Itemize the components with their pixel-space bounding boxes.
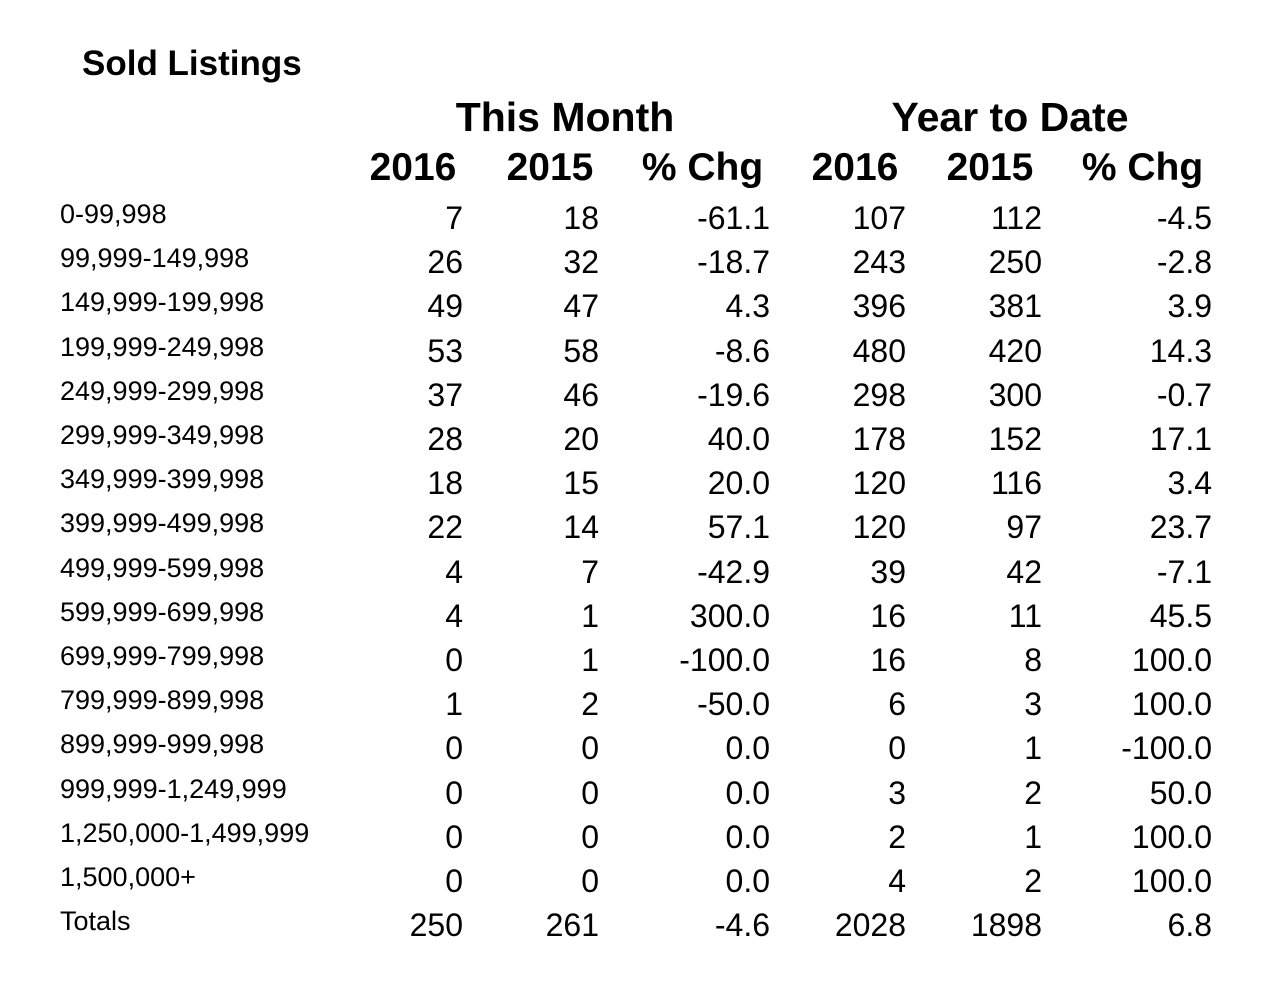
cell-ytd-2016: 3 (888, 775, 906, 811)
cell-ytd-2015: 42 (1006, 554, 1042, 590)
cell-month-2016: 0 (445, 642, 463, 678)
col-header-month-pct-chg: % Chg (641, 146, 764, 189)
cell-month-pct-chg: -4.6 (714, 907, 770, 943)
cell-month-2015: 1 (581, 642, 599, 678)
row-label: 149,999-199,998 (60, 287, 265, 317)
cell-ytd-2016: 120 (852, 465, 906, 501)
table-row (0, 861, 1272, 905)
row-label: 399,999-499,998 (60, 508, 265, 538)
table-row (0, 463, 1272, 507)
cell-ytd-2016: 16 (870, 642, 906, 678)
page-title: Sold Listings (82, 44, 302, 83)
cell-ytd-2016: 0 (888, 730, 906, 766)
row-label: 349,999-399,998 (60, 464, 265, 494)
cell-month-2016: 26 (427, 244, 463, 280)
cell-month-2016: 53 (427, 333, 463, 369)
row-label: 799,999-899,998 (60, 685, 265, 715)
cell-ytd-pct-chg: -100.0 (1121, 730, 1212, 766)
cell-month-pct-chg: 0.0 (725, 775, 770, 811)
row-label: 1,250,000-1,499,999 (60, 818, 310, 848)
row-label: 1,500,000+ (60, 862, 196, 892)
cell-ytd-2016: 396 (852, 288, 906, 324)
table-row (0, 507, 1272, 551)
cell-month-2016: 49 (427, 288, 463, 324)
cell-ytd-2015: 300 (988, 377, 1042, 413)
row-label: 599,999-699,998 (60, 597, 265, 627)
row-label: 499,999-599,998 (60, 553, 265, 583)
cell-ytd-pct-chg: 45.5 (1149, 598, 1212, 634)
cell-month-2015: 0 (581, 819, 599, 855)
cell-ytd-2015: 1 (1024, 730, 1042, 766)
cell-ytd-pct-chg: 50.0 (1149, 775, 1212, 811)
cell-month-2015: 47 (563, 288, 599, 324)
cell-month-2016: 28 (427, 421, 463, 457)
cell-month-pct-chg: -8.6 (714, 333, 770, 369)
row-label: 299,999-349,998 (60, 420, 265, 450)
cell-ytd-2015: 3 (1024, 686, 1042, 722)
cell-month-2016: 250 (409, 907, 463, 943)
cell-month-2016: 37 (427, 377, 463, 413)
cell-ytd-pct-chg: 100.0 (1131, 642, 1212, 678)
table-row (0, 552, 1272, 596)
table-row (0, 286, 1272, 330)
cell-ytd-2016: 4 (888, 863, 906, 899)
row-label: 199,999-249,998 (60, 332, 265, 362)
cell-month-2016: 4 (445, 598, 463, 634)
cell-ytd-2015: 97 (1006, 509, 1042, 545)
row-label: 999,999-1,249,999 (60, 774, 287, 804)
cell-ytd-2016: 6 (888, 686, 906, 722)
cell-ytd-2016: 480 (852, 333, 906, 369)
cell-ytd-pct-chg: 100.0 (1131, 819, 1212, 855)
cell-ytd-2015: 420 (988, 333, 1042, 369)
cell-month-2015: 2 (581, 686, 599, 722)
cell-ytd-pct-chg: -4.5 (1156, 200, 1212, 236)
row-label: 0-99,998 (60, 199, 167, 229)
table-row (0, 198, 1272, 242)
cell-month-2016: 4 (445, 554, 463, 590)
cell-month-2015: 1 (581, 598, 599, 634)
cell-month-pct-chg: -50.0 (697, 686, 770, 722)
cell-ytd-pct-chg: 100.0 (1131, 686, 1212, 722)
cell-month-2015: 32 (563, 244, 599, 280)
cell-ytd-2015: 381 (988, 288, 1042, 324)
col-header-ytd-pct-chg: % Chg (1081, 146, 1204, 189)
cell-ytd-2015: 11 (1008, 598, 1042, 634)
cell-ytd-2016: 243 (852, 244, 906, 280)
cell-ytd-2016: 120 (852, 509, 906, 545)
cell-month-2015: 0 (581, 730, 599, 766)
cell-month-pct-chg: 57.1 (707, 509, 770, 545)
cell-month-pct-chg: 0.0 (725, 730, 770, 766)
totals-row (0, 905, 1272, 949)
table-row (0, 242, 1272, 286)
col-header-ytd-2016: 2016 (811, 146, 899, 189)
cell-ytd-pct-chg: 6.8 (1167, 907, 1212, 943)
cell-month-pct-chg: 4.3 (725, 288, 770, 324)
cell-ytd-pct-chg: 14.3 (1149, 333, 1212, 369)
cell-month-2015: 46 (563, 377, 599, 413)
cell-ytd-2015: 8 (1024, 642, 1042, 678)
cell-month-pct-chg: 0.0 (725, 863, 770, 899)
cell-ytd-2015: 1898 (970, 907, 1042, 943)
cell-month-2016: 0 (445, 775, 463, 811)
cell-ytd-2016: 298 (852, 377, 906, 413)
cell-month-2016: 7 (445, 200, 463, 236)
row-label: Totals (60, 906, 131, 936)
table-row (0, 375, 1272, 419)
cell-month-pct-chg: -100.0 (679, 642, 770, 678)
row-label: 699,999-799,998 (60, 641, 265, 671)
table-row (0, 596, 1272, 640)
cell-month-2016: 18 (427, 465, 463, 501)
cell-month-2015: 7 (581, 554, 599, 590)
table-row (0, 331, 1272, 375)
group-header-year-to-date: Year to Date (891, 94, 1129, 140)
cell-month-pct-chg: 300.0 (689, 598, 770, 634)
table-row (0, 684, 1272, 728)
row-label: 249,999-299,998 (60, 376, 265, 406)
cell-ytd-2016: 2028 (834, 907, 906, 943)
table-row (0, 773, 1272, 817)
cell-month-pct-chg: 20.0 (707, 465, 770, 501)
cell-month-2015: 0 (581, 863, 599, 899)
cell-month-2016: 22 (427, 509, 463, 545)
cell-ytd-2016: 39 (870, 554, 906, 590)
cell-ytd-pct-chg: 100.0 (1131, 863, 1212, 899)
cell-month-2016: 0 (445, 730, 463, 766)
cell-month-2015: 14 (563, 509, 599, 545)
table-row (0, 817, 1272, 861)
cell-month-pct-chg: 40.0 (707, 421, 770, 457)
cell-ytd-2015: 152 (988, 421, 1042, 457)
cell-ytd-2015: 112 (990, 200, 1042, 236)
group-header-this-month: This Month (455, 94, 675, 140)
col-header-ytd-2015: 2015 (946, 146, 1034, 189)
cell-month-2016: 0 (445, 863, 463, 899)
cell-month-2015: 0 (581, 775, 599, 811)
table-row (0, 728, 1272, 772)
cell-month-pct-chg: -42.9 (697, 554, 770, 590)
cell-month-pct-chg: -61.1 (697, 200, 770, 236)
cell-ytd-pct-chg: -0.7 (1156, 377, 1212, 413)
row-label: 899,999-999,998 (60, 729, 265, 759)
cell-ytd-2015: 116 (990, 465, 1042, 501)
table-row (0, 640, 1272, 684)
col-header-month-2015: 2015 (506, 146, 594, 189)
cell-month-pct-chg: -19.6 (697, 377, 770, 413)
cell-ytd-2015: 2 (1024, 863, 1042, 899)
cell-ytd-pct-chg: 23.7 (1149, 509, 1212, 545)
cell-month-pct-chg: -18.7 (697, 244, 770, 280)
cell-ytd-2016: 16 (870, 598, 906, 634)
cell-ytd-2015: 250 (988, 244, 1042, 280)
cell-ytd-2016: 2 (888, 819, 906, 855)
cell-ytd-2015: 1 (1024, 819, 1042, 855)
row-label: 99,999-149,998 (60, 243, 250, 273)
cell-ytd-pct-chg: 17.1 (1149, 421, 1212, 457)
cell-ytd-pct-chg: -2.8 (1156, 244, 1212, 280)
col-header-month-2016: 2016 (369, 146, 457, 189)
cell-month-2015: 15 (563, 465, 599, 501)
cell-month-2016: 1 (445, 686, 463, 722)
cell-ytd-pct-chg: 3.4 (1167, 465, 1212, 501)
cell-ytd-2016: 178 (852, 421, 906, 457)
cell-ytd-2016: 107 (852, 200, 906, 236)
cell-month-pct-chg: 0.0 (725, 819, 770, 855)
cell-month-2015: 261 (545, 907, 599, 943)
table-row (0, 419, 1272, 463)
cell-month-2015: 20 (563, 421, 599, 457)
cell-ytd-pct-chg: 3.9 (1167, 288, 1212, 324)
cell-month-2015: 58 (563, 333, 599, 369)
cell-month-2016: 0 (445, 819, 463, 855)
cell-ytd-pct-chg: -7.1 (1156, 554, 1212, 590)
cell-ytd-2015: 2 (1024, 775, 1042, 811)
cell-month-2015: 18 (563, 200, 599, 236)
